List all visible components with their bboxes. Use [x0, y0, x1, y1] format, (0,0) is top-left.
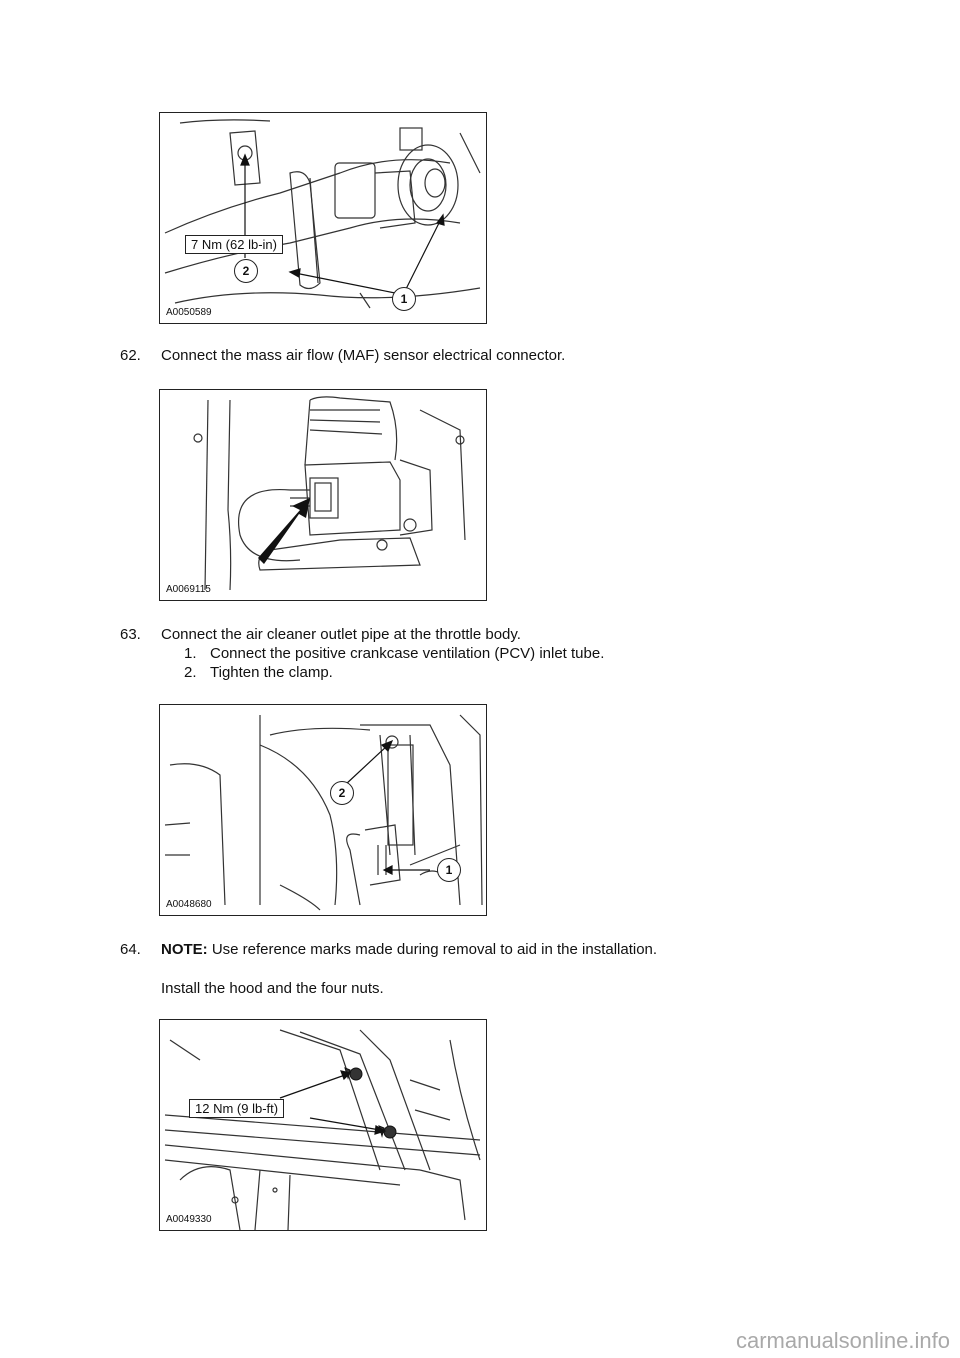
note-label: NOTE: — [161, 941, 208, 958]
figure-a0050589 — [159, 112, 487, 324]
figure-illustration — [160, 113, 486, 323]
figure-illustration — [160, 1020, 486, 1230]
watermark: carmanualsonline.info — [735, 1328, 950, 1353]
substep-text: Connect the positive crankcase ventilation (PCV) inlet tube. — [210, 645, 605, 662]
step-number: 62. — [120, 347, 141, 364]
substep-text: Tighten the clamp. — [210, 664, 333, 681]
step-text: Connect the air cleaner outlet pipe at the throttle body. — [161, 626, 521, 643]
figure-id: A0048680 — [166, 899, 212, 910]
figure-a0069115 — [159, 389, 487, 601]
torque-label: 7 Nm (62 lb-in) — [185, 235, 283, 254]
callout-2: 2 — [234, 259, 258, 283]
step-number: 63. — [120, 626, 141, 643]
callout-1: 1 — [437, 858, 461, 882]
note-text: Use reference marks made during removal to aid in the installation. — [207, 941, 658, 958]
figure-illustration — [160, 390, 486, 600]
figure-illustration — [160, 705, 486, 915]
figure-id: A0050589 — [166, 307, 212, 318]
step-note — [161, 941, 657, 959]
callout-2: 2 — [330, 781, 354, 805]
substep-number: 2. — [184, 664, 197, 681]
figure-a0049330 — [159, 1019, 487, 1231]
step-text: Connect the mass air flow (MAF) sensor electrical connector. — [161, 347, 566, 364]
figure-id: A0049330 — [166, 1214, 212, 1225]
step-text: Install the hood and the four nuts. — [161, 980, 384, 997]
callout-1: 1 — [392, 287, 416, 311]
substep-number: 1. — [184, 645, 197, 662]
figure-id: A0069115 — [166, 584, 211, 595]
step-number: 64. — [120, 941, 141, 958]
figure-a0048680 — [159, 704, 487, 916]
torque-label: 12 Nm (9 lb-ft) — [189, 1099, 284, 1118]
